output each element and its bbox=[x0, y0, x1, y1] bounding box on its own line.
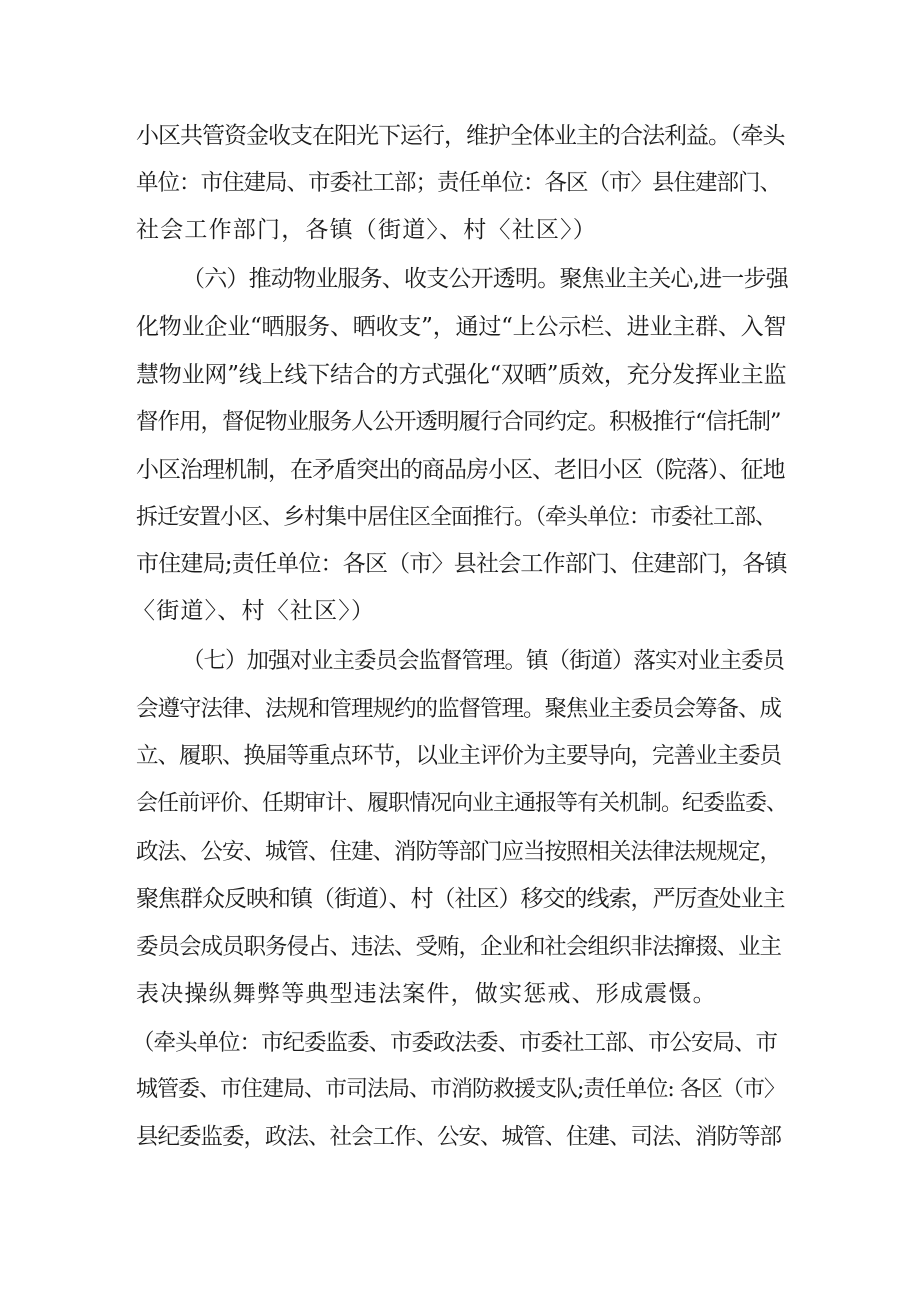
body-text-line: 督作用，督促物业服务人公开透明履行合同约定。积极推行“信托制” bbox=[136, 409, 781, 435]
body-text-line: 市住建局;责任单位：各区（市〉县社会工作部门、住建部门，各镇 bbox=[136, 551, 787, 577]
body-text-line: 委员会成员职务侵占、违法、受贿，企业和社会组织非法撺掇、业主 bbox=[136, 934, 782, 960]
body-text-line: 立、履职、换届等重点环节，以业主评价为主要导向，完善业主委员 bbox=[136, 743, 782, 769]
body-text-line: 慧物业网”线上线下结合的方式强化“双晒”质效，充分发挥业主监 bbox=[136, 362, 787, 388]
body-text-line: 聚焦群众反映和镇（街道）、村（社区）移交的线索，严厉查处业主 bbox=[136, 886, 785, 912]
body-text-line: 〈街道〉、村〈社区〉） bbox=[132, 598, 376, 624]
body-text-line: 化物业企业“晒服务、晒收支”，通过“上公示栏、进业主群、入智 bbox=[136, 314, 787, 340]
body-text-line: 会任前评价、任期审计、履职情况向业主通报等有关机制。纪委监委、 bbox=[136, 791, 788, 816]
body-text-line: 政法、公安、城管、住建、消防等部门应当按照相关法律法规规定， bbox=[136, 839, 782, 865]
body-text-line: （牵头单位：市纪委监委、市委政法委、市委社工部、市公安局、市 bbox=[132, 1030, 778, 1056]
body-text-line: 拆迁安置小区、乡村集中居住区全面推行。（牵头单位：市委社工部、 bbox=[136, 505, 777, 530]
body-text-line: 单位：市住建局、市委社工部；责任单位：各区（市〉县住建部门、 bbox=[136, 170, 782, 196]
body-text-line: 会遵守法律、法规和管理规约的监督管理。聚焦业主委员会筹备、成 bbox=[136, 696, 782, 722]
body-text-line: 县纪委监委，政法、社会工作、公安、城管、住建、司法、消防等部 bbox=[136, 1124, 782, 1150]
body-text-line: 社会工作部门，各镇（街道〉、村〈社区〉） bbox=[136, 217, 597, 243]
body-text-line: 城管委、市住建局、市司法局、市消防救援支队;责任单位: 各区（市〉 bbox=[136, 1077, 785, 1102]
section-7-heading-line: （七）加强对业主委员会监督管理。镇（街道）落实对业主委员 bbox=[182, 648, 785, 674]
body-text-line: 表决操纵舞弊等典型违法案件，做实惩戒、形成震慑。 bbox=[136, 981, 717, 1007]
body-text-line: 小区共管资金收支在阳光下运行，维护全体业主的合法利益。（牵头 bbox=[136, 123, 785, 149]
section-6-heading-line: （六）推动物业服务、收支公开透明。聚焦业主关心,进一步强 bbox=[182, 266, 788, 292]
body-text-line: 小区治理机制，在矛盾突出的商品房小区、老旧小区（院落）、征地 bbox=[136, 457, 785, 483]
